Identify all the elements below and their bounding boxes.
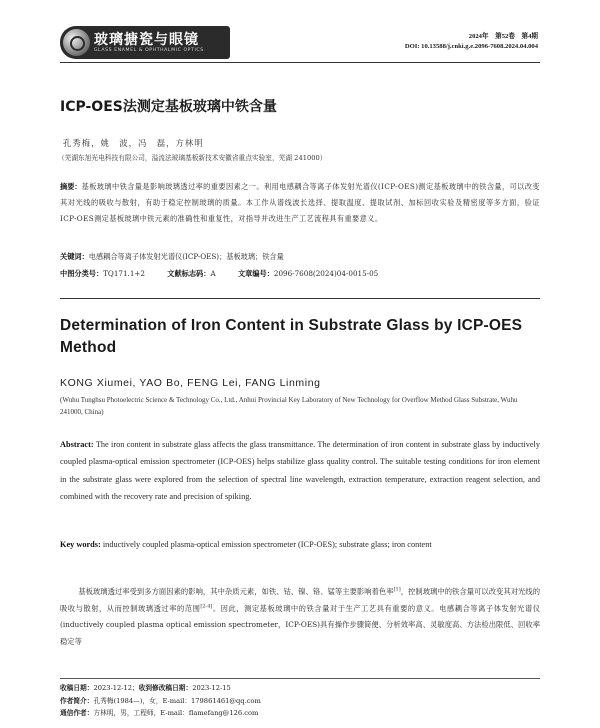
article-no-label: 文章编号：	[237, 269, 274, 278]
page-title-cn: ICP-OES法测定基板玻璃中铁含量	[60, 99, 277, 115]
affiliation-cn: （芜湖东旭光电科技有限公司，溢流法玻璃基板新技术安徽省重点实验室，芜湖 241000）	[58, 154, 327, 162]
doc-code-label: 文献标志码：	[167, 269, 211, 278]
authors-en: KONG Xiumei, YAO Bo, FENG Lei, FANG Linming	[60, 377, 321, 389]
journal-name-en: GLASS ENAMEL & OPHTHALMIC OPTICS	[94, 48, 204, 53]
author-bio: 孔秀梅(1984—)，女，E-mail：179861461@qq.com	[93, 696, 261, 705]
abstract-cn	[60, 179, 540, 227]
abstract-en	[60, 436, 540, 505]
revised-label: 收到修改稿日期：	[138, 684, 193, 692]
journal-name-cn: 玻璃搪瓷与眼镜	[94, 32, 199, 48]
classification-line	[60, 269, 398, 279]
keywords-label-cn: 关键词：	[60, 252, 89, 261]
article-no-value: 2096-7608(2024)04-0015-05	[273, 269, 379, 278]
issue-info	[405, 32, 538, 52]
clc-value: TQ171.1+2	[103, 269, 145, 278]
abstract-text-cn: 基板玻璃中铁含量是影响玻璃透过率的重要因素之一。利用电感耦合等离子体发射光谱仪(ICP-OES)测定基板玻璃中的铁含量，可以改变其对光线的吸收与散射，有助于稳定控制玻璃的质量。本工作从谱线波长选择、提取温度、提取试剂、加标回收实验及精密度等多方面，验证ICP-OES测定基板玻璃中铁元素的准确性和重复性，对指导并改进生产工艺流程具有重要意义。	[60, 182, 540, 223]
abstract-text-en: The iron content in substrate glass affects the glass transmittance. The determination of iron content in substrate glass by inductively coupled plasma-optical emission spectrometer (ICP-OES) helps stabilize glass quality control. The suitable testing conditions for iron element in the substrate glass were explored from the selection of spectral line wavelength, extraction temperature, extraction reagent selection, and combined with the recovery rate and precision of spiking.	[60, 440, 541, 501]
keywords-text-en: inductively coupled plasma-optical emission spectrometer (ICP-OES); substrate glass; iron content	[102, 540, 432, 549]
received-label: 收稿日期：	[60, 684, 94, 692]
keywords-en	[60, 536, 540, 553]
dates-line	[60, 682, 540, 695]
authors-cn: 孔秀梅，姚 波，冯 磊，方林明	[63, 138, 204, 148]
footnote-rule	[60, 678, 540, 679]
journal-logo-icon	[63, 29, 90, 56]
keywords-label-en: Key words:	[60, 540, 101, 549]
body-paragraph	[60, 584, 540, 650]
corresponding-line	[60, 707, 540, 720]
section-rule	[60, 298, 540, 299]
keywords-cn	[60, 252, 284, 262]
footnotes	[60, 682, 540, 720]
doc-code-value: A	[210, 269, 216, 278]
journal-masthead	[60, 26, 230, 59]
body-segment-2: ，控制玻璃中的铁含量可以改变其对光线的吸收与散射，从而控制玻璃透过率的范围	[60, 587, 541, 613]
body-segment-3: 。因此，测定基板玻璃中的铁含量对于生产工艺具有重要的意义。电感耦合等离子体发射光谱仪(inductively coupled plasma optical emission spectrometer，ICP-OES)具有操作步骤简便、分析效率高、灵敏度高、方法检出限低、回收率稳定等	[60, 603, 541, 646]
revised-date: 2023-12-15	[192, 684, 231, 692]
header-rule	[60, 62, 540, 63]
issue-number: 2024年 第52卷 第4期	[468, 33, 538, 40]
received-date: 2023-12-12；	[93, 684, 139, 692]
abstract-label-cn: 摘要：	[60, 182, 82, 191]
body-text	[60, 584, 540, 650]
author-bio-label: 作者简介：	[60, 696, 94, 705]
affiliation-en: (Wuhu Tunghsu Photoelectric Science & Technology Co., Ltd., Anhui Provincial Key Laboratory of New Technology for Overflow Method Glass Substrate, Wuhu 241000, China)	[60, 396, 518, 416]
abstract-label-en: Abstract:	[60, 440, 94, 449]
citation-1: [1]	[393, 586, 401, 593]
body-segment-1: 基板玻璃透过率受到多方面因素的影响，其中杂质元素，如铁、钴、镍、铬、锰等主要影响着色率	[78, 587, 394, 596]
keywords-text-cn: 电感耦合等离子体发射光谱仪(ICP-OES)；基板玻璃；铁含量	[88, 252, 284, 261]
author-bio-line	[60, 695, 540, 708]
corresponding-label: 通信作者：	[60, 709, 94, 717]
citation-2: [2-4]	[200, 603, 213, 610]
corresponding-author: 方林明，男，工程师，E-mail：flamefang@126.com	[93, 709, 259, 717]
clc-label: 中图分类号：	[60, 269, 104, 278]
page-title-en: Determination of Iron Content in Substrate Glass by ICP-OES Method	[60, 317, 523, 356]
doi: DOI: 10.13588/j.cnki.g.e.2096-7608.2024.04.004	[404, 43, 538, 50]
